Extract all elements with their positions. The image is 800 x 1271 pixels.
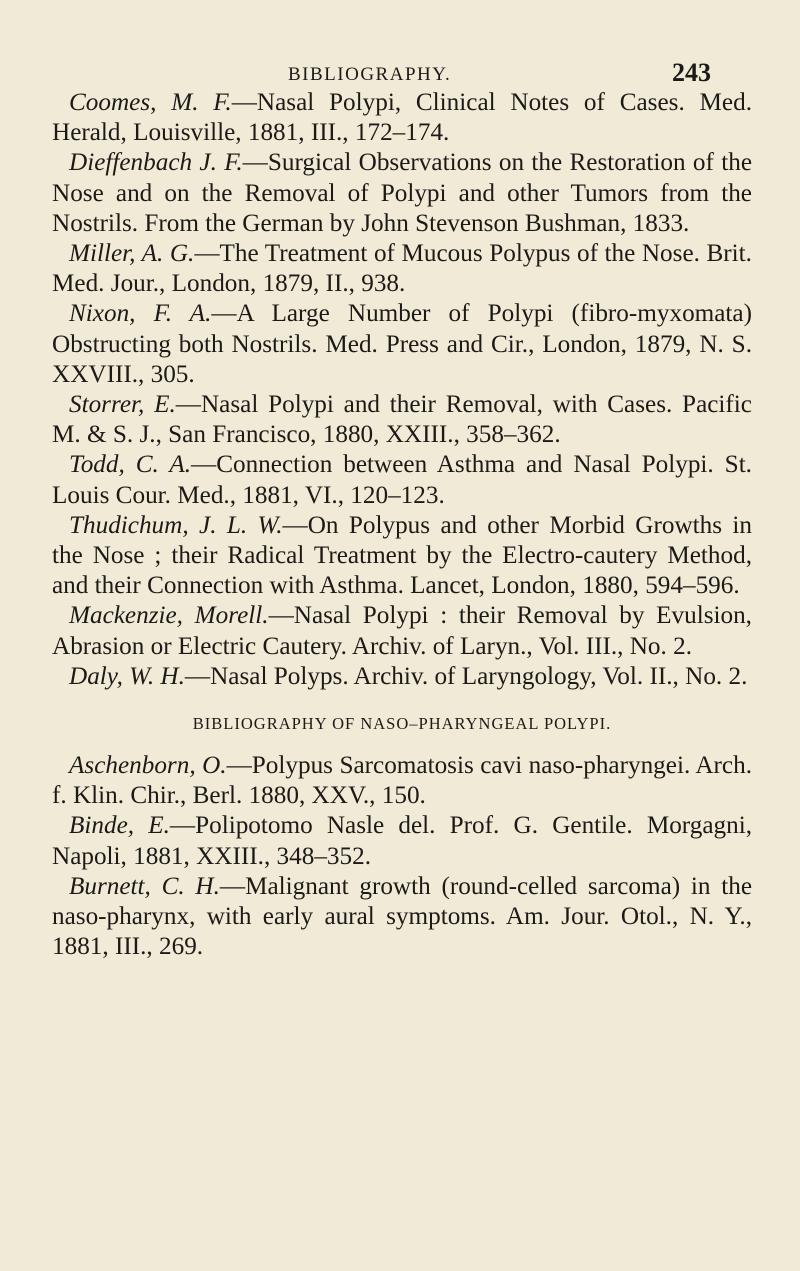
entry-author: Coomes, M. F. bbox=[69, 89, 232, 116]
entry-author: Thudichum, J. L. W. bbox=[69, 511, 283, 539]
bibliography-entry bbox=[52, 601, 752, 661]
bibliography-entry bbox=[52, 148, 752, 239]
page-number: 243 bbox=[672, 58, 711, 87]
entry-author: Dieffenbach J. F. bbox=[69, 149, 243, 177]
entry-author: Miller, A. G. bbox=[69, 240, 195, 268]
entry-author: Aschenborn, O. bbox=[69, 752, 227, 780]
entry-author: Daly, W. H. bbox=[69, 662, 185, 690]
entry-author: Storrer, E. bbox=[69, 391, 176, 419]
entry-author: Nixon, F. A. bbox=[69, 300, 212, 328]
entry-text: —Polipotomo Nasle del. Prof. G. Gentile. Morgagni, Napoli, 1881, XXIII., 348–352. bbox=[52, 812, 752, 870]
entry-text: —Malignant growth (round-celled sarcoma) in the naso-pharynx, with early aural symptoms. Am. Jour. Otol., N. Y., 1881, III., 269. bbox=[52, 872, 752, 961]
entry-text: —Connection between Asthma and Nasal Polypi. St. Louis Cour. Med., 1881, VI., 120–123. bbox=[52, 451, 752, 509]
running-title: BIBLIOGRAPHY. bbox=[288, 64, 452, 85]
entry-text: —Nasal Polypi : their Removal by Evulsion, Abrasion or Electric Cautery. Archiv. of Laryn., Vol. III., No. 2. bbox=[52, 602, 752, 660]
bibliography-entry bbox=[52, 872, 752, 963]
entry-text: —On Polypus and other Morbid Growths in the Nose ; their Radical Treatment by the Electro-cautery Method, and their Connection with Asthma. Lancet, London, 1880, 594–596. bbox=[52, 511, 752, 600]
entry-text: —Nasal Polyps. Archiv. of Laryngology, Vol. II., No. 2. bbox=[184, 662, 748, 690]
bibliography-entry bbox=[52, 390, 752, 450]
entry-author: Todd, C. A. bbox=[69, 451, 191, 479]
entry-author: Binde, E. bbox=[69, 812, 170, 840]
entry-text: —Nasal Polypi, Clinical Notes of Cases. Med. Herald, Louisville, 1881, III., 172–174. bbox=[52, 89, 752, 147]
bibliography-entry bbox=[52, 511, 752, 602]
entry-text: —Polypus Sarcomatosis cavi naso-pharyngei. Arch. f. Klin. Chir., Berl. 1880, XXV., 150. bbox=[52, 752, 752, 810]
entry-text: —Nasal Polypi and their Removal, with Cases. Pacific M. & S. J., San Francisco, 1880, XXIII., 358–362. bbox=[52, 391, 752, 449]
bibliography-entry bbox=[52, 751, 752, 811]
bibliography-entry bbox=[52, 299, 752, 390]
entry-text: —The Treatment of Mucous Polypus of the Nose. Brit. Med. Jour., London, 1879, II., 938. bbox=[52, 240, 752, 298]
bibliography-entry bbox=[52, 450, 752, 510]
bibliography-body bbox=[52, 88, 752, 962]
entry-author: Burnett, C. H. bbox=[69, 872, 220, 900]
bibliography-entry bbox=[52, 88, 752, 148]
bibliography-entry bbox=[52, 662, 752, 692]
bibliography-entry bbox=[52, 811, 752, 871]
entry-author: Mackenzie, Morell. bbox=[69, 602, 269, 630]
bibliography-entry bbox=[52, 239, 752, 299]
section-heading: BIBLIOGRAPHY OF NASO–PHARYNGEAL POLYPI. bbox=[192, 714, 612, 734]
entry-text: —Surgical Observations on the Restoration of the Nose and on the Removal of Polypi and other Tumors from the Nostrils. From the German by John Stevenson Bushman, 1833. bbox=[52, 149, 752, 237]
entry-text: —A Large Number of Polypi (fibro-myxomata) Obstructing both Nostrils. Med. Press and Cir., London, 1879, N. S. XXVIII., 305. bbox=[52, 300, 752, 388]
